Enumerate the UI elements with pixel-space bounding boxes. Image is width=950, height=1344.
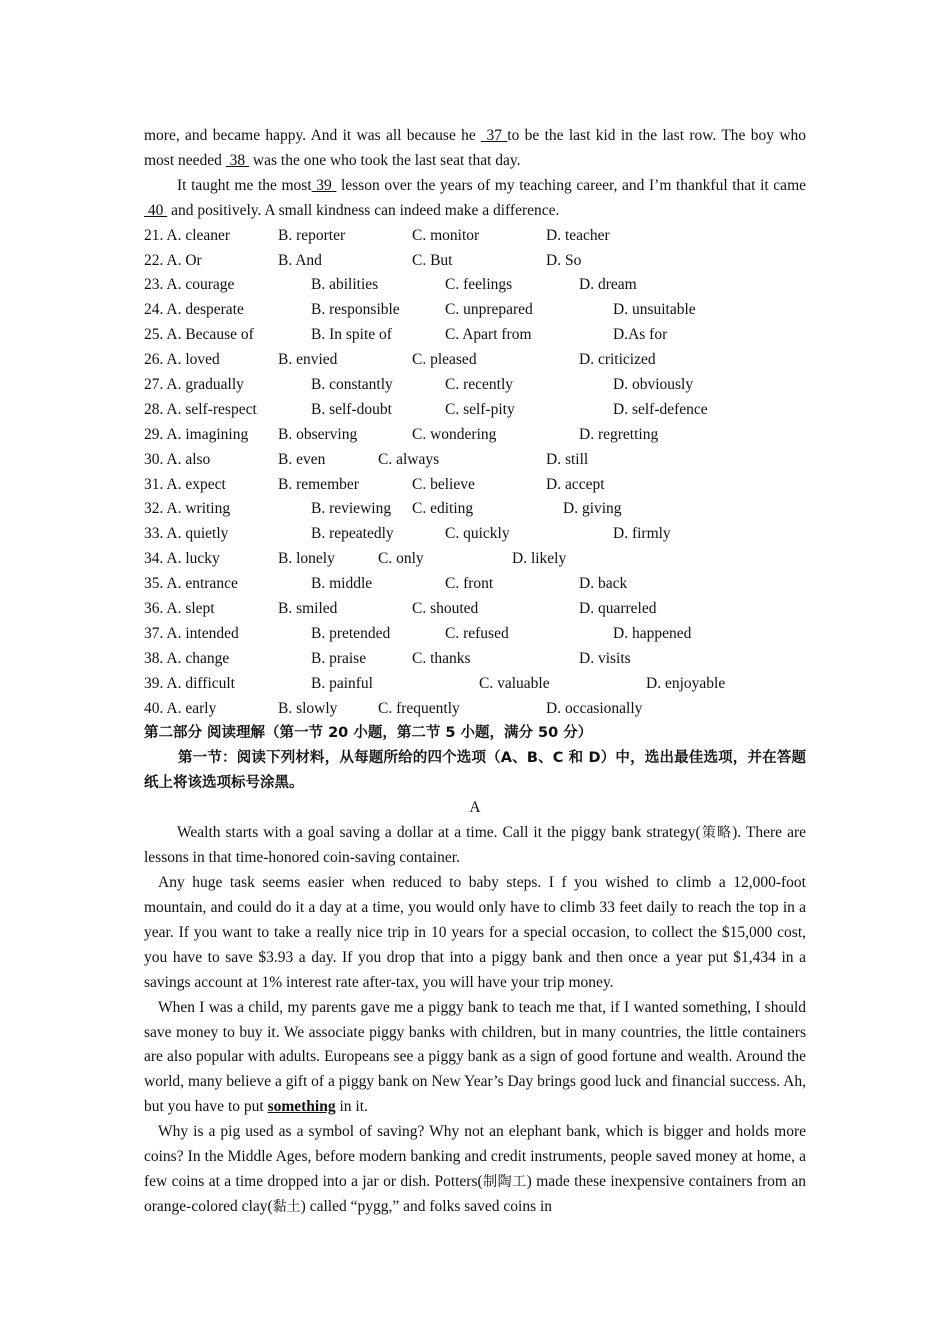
option-a: 35. A. entrance (144, 575, 238, 593)
question-row (144, 547, 806, 572)
option-b: B. responsible (311, 301, 400, 319)
option-a: 34. A. lucky (144, 550, 220, 568)
option-a: 38. A. change (144, 649, 230, 667)
option-a: 36. A. slept (144, 599, 215, 617)
section-title: 第二部分 阅读理解（第一节 20 小题，第二节 5 小题，满分 50 分） (144, 725, 593, 742)
option-b: B. middle (311, 575, 373, 593)
question-row (144, 273, 806, 298)
cloze-paragraph-2 (144, 174, 806, 224)
passage-paragraph-3 (144, 996, 806, 1121)
text: was the one who took the last seat that day. (249, 151, 521, 169)
option-b: B. slowly (278, 699, 338, 717)
option-c: C. self-pity (445, 400, 515, 418)
gloss: 黏土 (272, 1198, 301, 1215)
option-d: D. visits (579, 649, 631, 667)
option-c: C. frequently (378, 699, 460, 717)
option-c: C. Apart from (445, 326, 532, 344)
option-a: 32. A. writing (144, 500, 231, 518)
option-a: 23. A. courage (144, 276, 235, 294)
passage-paragraph-2: Any huge task seems easier when reduced to baby steps. I f you wished to climb a 12,000-foot mountain, and could do it a day at a time, you would only have to climb 33 feet daily to reach the top in a year. If you want to take a really nice trip in 10 years for a special occasion, to collect the $15,000 cost, you have to save $3.93 a day. If you drop that into a piggy bank and then once a year put $1,434 in a savings account at 1% interest rate after-tax, you will have your trip money. (144, 874, 806, 991)
question-row (144, 323, 806, 348)
option-b: B. reviewing (311, 500, 392, 518)
option-b: B. repeatedly (311, 525, 394, 543)
option-b: B. remember (278, 475, 359, 493)
gloss: 策略 (700, 825, 733, 842)
option-b: B. And (278, 251, 322, 269)
option-d: D. back (579, 575, 628, 593)
option-d: D. obviously (613, 375, 694, 393)
option-c: C. pleased (412, 351, 477, 369)
blank-39: 39 (311, 176, 337, 194)
question-row (144, 373, 806, 398)
option-d: D. still (546, 450, 589, 468)
passage-paragraph-4 (144, 1120, 806, 1220)
option-a: 21. A. cleaner (144, 226, 231, 244)
option-c: C. But (412, 251, 453, 269)
question-row (144, 572, 806, 597)
section-instructions: 第一节：阅读下列材料，从每题所给的四个选项（A、B、C 和 D）中，选出最佳选项，并在答题纸上将该选项标号涂黑。 (144, 750, 806, 792)
document-page (144, 124, 806, 1220)
text: When I was a child, my parents gave me a piggy bank to teach me that, if I wanted something, I should save money to buy it. We associate piggy banks with children, but in many countries, the little containers are also popular with adults. Europeans see a piggy bank as a sign of good fortune and wealth. Around the world, many believe a gift of a piggy bank on New Year’s Day brings good luck and financial success. Ah, but you have to put (144, 998, 806, 1116)
option-c: C. thanks (412, 649, 471, 667)
option-c: C. quickly (445, 525, 510, 543)
cloze-paragraph-1 (144, 124, 806, 174)
option-d: D. teacher (546, 226, 610, 244)
question-row (144, 622, 806, 647)
option-d: D. criticized (579, 351, 656, 369)
option-a: 40. A. early (144, 699, 217, 717)
question-row (144, 298, 806, 323)
question-row (144, 398, 806, 423)
option-c: C. unprepared (445, 301, 533, 319)
option-c: C. editing (412, 500, 474, 518)
option-b: B. painful (311, 674, 373, 692)
option-c: C. believe (412, 475, 475, 493)
gloss: 制陶工 (482, 1173, 527, 1190)
option-d: D. dream (579, 276, 637, 294)
option-d: D. self-defence (613, 400, 708, 418)
option-b: B. praise (311, 649, 367, 667)
option-a: 37. A. intended (144, 624, 239, 642)
passage-label: A (469, 799, 481, 817)
option-c: C. monitor (412, 226, 480, 244)
option-d: D. occasionally (546, 699, 643, 717)
question-row (144, 249, 806, 274)
option-c: C. only (378, 550, 424, 568)
option-c: C. shouted (412, 599, 479, 617)
option-d: D. enjoyable (646, 674, 726, 692)
question-row (144, 423, 806, 448)
option-b: B. reporter (278, 226, 346, 244)
passage-paragraph-1 (144, 821, 806, 871)
option-d: D. firmly (613, 525, 671, 543)
option-a: 33. A. quietly (144, 525, 229, 543)
question-row (144, 672, 806, 697)
option-a: 39. A. difficult (144, 674, 235, 692)
option-a: 26. A. loved (144, 351, 220, 369)
text: Wealth starts with a goal saving a dollar at a time. Call it the piggy bank strategy( (177, 824, 701, 842)
text: Why is a pig used as a symbol of saving? Why not an elephant bank, which is bigger and holds more coins? In the Middle Ages, before modern banking and credit instruments, people saved money at home, a few coins at a time dropped into a jar or dish. Potters( (144, 1123, 806, 1190)
question-row (144, 473, 806, 498)
option-d: D. accept (546, 475, 605, 493)
text: ) made these inexpensive containers from an orange-colored clay( (144, 1172, 806, 1215)
option-c: C. recently (445, 375, 514, 393)
question-row (144, 224, 806, 249)
option-c: C. refused (445, 624, 509, 642)
option-b: B. abilities (311, 276, 379, 294)
question-row (144, 348, 806, 373)
option-d: D.As for (613, 326, 668, 344)
option-a: 24. A. desperate (144, 301, 244, 319)
option-d: D. regretting (579, 425, 659, 443)
option-b: B. pretended (311, 624, 391, 642)
option-b: B. smiled (278, 599, 338, 617)
question-row (144, 448, 806, 473)
blank-38: 38 (225, 151, 250, 169)
option-a: 29. A. imagining (144, 425, 249, 443)
option-a: 25. A. Because of (144, 326, 254, 344)
question-row (144, 597, 806, 622)
option-c: C. wondering (412, 425, 497, 443)
option-b: B. constantly (311, 375, 393, 393)
emphasized-word: something (267, 1098, 336, 1116)
text: ) called “pygg,” and folks saved coins in (300, 1197, 553, 1215)
option-d: D. So (546, 251, 582, 269)
blank-37: 37 (481, 127, 508, 144)
option-b: B. envied (278, 351, 338, 369)
option-b: B. In spite of (311, 326, 392, 344)
option-b: B. even (278, 450, 326, 468)
text: lesson over the years of my teaching career, and I’m thankful that it came (336, 176, 807, 194)
option-a: 30. A. also (144, 450, 211, 468)
option-a: 22. A. Or (144, 251, 202, 269)
question-row (144, 497, 806, 522)
question-list (144, 224, 806, 722)
text: to be the last kid in the last row. The boy who most needed (144, 127, 807, 169)
option-d: D. unsuitable (613, 301, 696, 319)
option-d: D. happened (613, 624, 692, 642)
option-c: C. front (445, 575, 494, 593)
option-b: B. observing (278, 425, 358, 443)
option-c: C. feelings (445, 276, 513, 294)
option-c: C. always (378, 450, 440, 468)
option-c: C. valuable (479, 674, 550, 692)
question-row (144, 697, 806, 722)
blank-40: 40 (144, 201, 168, 219)
option-d: D. likely (512, 550, 567, 568)
option-b: B. self-doubt (311, 400, 392, 418)
text: in it. (335, 1098, 368, 1116)
option-d: D. quarreled (579, 599, 657, 617)
text: more, and became happy. And it was all because he (144, 127, 482, 144)
option-a: 27. A. gradually (144, 375, 244, 393)
option-b: B. lonely (278, 550, 335, 568)
text: and positively. A small kindness can indeed make a difference. (167, 201, 560, 219)
option-a: 31. A. expect (144, 475, 226, 493)
question-row (144, 522, 806, 547)
text: It taught me the most (177, 176, 312, 194)
text: ). There are lessons in that time-honored coin-saving container. (144, 824, 806, 867)
option-d: D. giving (563, 500, 622, 518)
question-row (144, 647, 806, 672)
option-a: 28. A. self-respect (144, 400, 257, 418)
